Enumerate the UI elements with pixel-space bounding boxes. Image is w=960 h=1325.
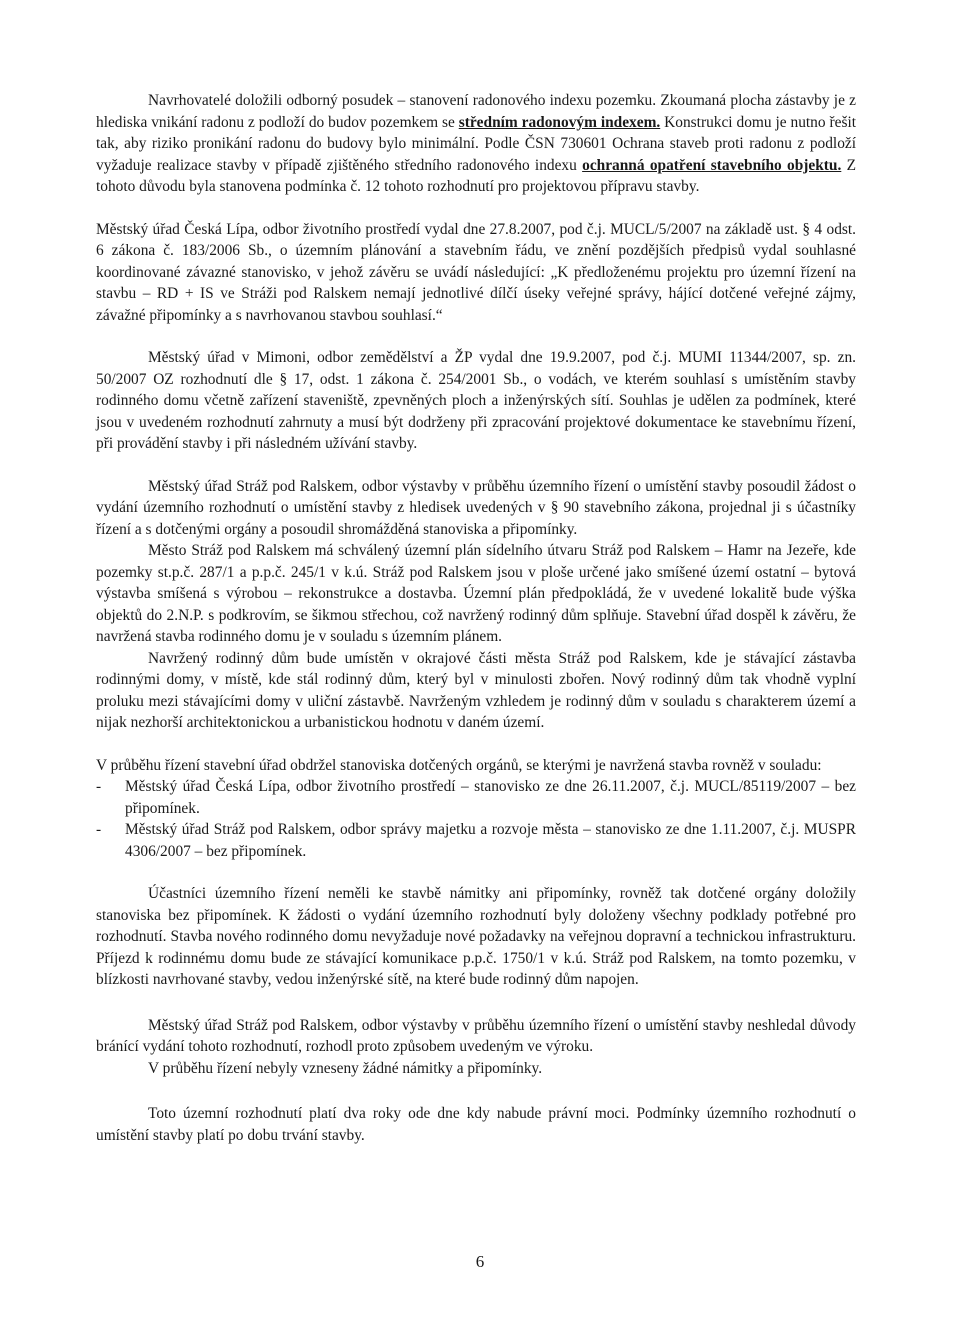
- paragraph-radon-index: [96, 90, 856, 198]
- list-item: [96, 819, 856, 862]
- radon-underlined-measures: ochranná opatření stavebního objektu.: [582, 156, 842, 174]
- radon-text-c: Z tohoto důvodu byla stanovena podmínka č. 12 tohoto rozhodnutí pro projektovou přípravu stavby.: [96, 156, 857, 195]
- list-item: [96, 776, 856, 819]
- paragraph-authority-opinions: V průběhu řízení stavební úřad obdržel stanoviska dotčených orgánů, se kterými je navržená stavba rovněž v souladu:: [96, 756, 822, 774]
- paragraph-participants: Účastníci územního řízení neměli ke stavbě námitky ani připomínky, rovněž tak dotčené orgány doložily stanoviska bez připomínek. K žádosti o vydání územního rozhodnutí byly doloženy všechny podklady potřebné pro rozhodnutí. Stavba nového rodinného domu nevyžaduje nové požadavky na veřejnou dopravní a technickou infrastrukturu. Příjezd k rodinnému domu bude ze stávající komunikace p.p.č. 1750/1 v k.ú. Stráž pod Ralskem, na tomto pozemku, v blízkosti navrhované stavby, vedou inženýrské sítě, na které bude rodinný dům napojen.: [96, 885, 856, 988]
- paragraph-mimon-decision: Městský úřad v Mimoni, odbor zemědělství a ŽP vydal dne 19.9.2007, pod č.j. MUMI 11344/2007, sp. zn. 50/2007 OZ rozhodnutí dle § 17, odst. 1 zákona č. 254/2001 Sb., o vodách, ve kterém souhlasí s umístěním stavby rodinného domu včetně zařízení staveniště, zpevněných ploch a inženýrských sítí. Souhlas je udělen za podmínek, které jsou v uvedeném rozhodnutí zahrnuty a musí být dodrženy při zpracování projektové dokumentace ke stavebnímu řízení, při provádění stavby i při následném užívání stavby.: [96, 349, 856, 452]
- list-item-text: Městský úřad Stráž pod Ralskem, odbor správy majetku a rozvoje města – stanovisko ze dne 1.11.2007, č.j. MUSPR 4306/2007 – bez připomínek.: [125, 821, 856, 860]
- authority-opinions-list: [96, 776, 856, 862]
- page-number: 6: [475, 1252, 485, 1271]
- radon-text-a: Navrhovatelé doložili odborný posudek – stanovení radonového indexu pozemku. Zkoumaná plocha zástavby je z hlediska vnikání radonu z podloží do budov pozemkem se: [96, 92, 856, 131]
- paragraph-no-obstacles: Městský úřad Stráž pod Ralskem, odbor výstavby v průběhu územního řízení o umístění stavby neshledal důvody bránící vydání tohoto rozhodnutí, rozhodl proto způsobem uvedeným ve výroku.: [96, 1016, 856, 1055]
- paragraph-building-office-review: Městský úřad Stráž pod Ralskem, odbor výstavby v průběhu územního řízení o umístění stavby posoudil žádost o vydání územního rozhodnutí o umístění stavby z hledisek uvedených v § 90 stavebního zákona, projednal ji s účastníky řízení a s dotčenými orgány a posoudil shromážděná stanoviska a připomínky.: [96, 477, 856, 538]
- radon-text-b: Konstrukci domu je nutno řešit tak, aby riziko pronikání radonu do budovy bylo minimální. Podle ČSN 730601 Ochrana staveb proti radonu z podloží vyžaduje realizace stavby v případě zjištěného středního radonového indexu: [96, 113, 856, 174]
- radon-underlined-index: středním radonovým indexem.: [458, 113, 661, 131]
- paragraph-zoning-plan: Město Stráž pod Ralskem má schválený územní plán sídelního útvaru Stráž pod Ralskem – Hamr na Jezeře, kde pozemky st.p.č. 287/1 a p.p.č. 245/1 v k.ú. Stráž pod Ralskem jsou v ploše určené jako smíšené území ostatní – bytová výstavba smíšená s výrobou – rekonstrukce a dostavba. Územní plán předpokládá, že v uvedené lokalitě bude výška objektů do 2.N.P. s podkrovím, se šikmou střechou, což navržený rodinný dům splňuje. Stavební úřad dospěl k závěru, že navržená stavba rodinného domu je v souladu s územním plánem.: [96, 542, 856, 645]
- list-dash: -: [96, 778, 102, 795]
- paragraph-house-placement: Navržený rodinný dům bude umístěn v okrajové části města Stráž pod Ralskem, kde je stávající zástavba rodinnými domy, v místě, kde stál rodinný dům, který byl v minulosti zbořen. Nový rodinný dům tak vhodně vyplní proluku mezi stávajícími domy v uliční zástavbě. Navrženým vzhledem je rodinný dům v souladu s charakterem území a nijak nezhorší architektonickou a urbanistickou hodnotu v daném území.: [96, 649, 856, 731]
- paragraph-validity: Toto územní rozhodnutí platí dva roky ode dne kdy nabude právní moci. Podmínky územního rozhodnutí o umístění stavby platí po dobu trvání stavby.: [96, 1105, 856, 1144]
- list-dash: -: [96, 821, 102, 838]
- paragraph-no-objections: V průběhu řízení nebyly vzneseny žádné námitky a připomínky.: [148, 1059, 543, 1077]
- list-item-text: Městský úřad Česká Lípa, odbor životního prostředí – stanovisko ze dne 26.11.2007, č.j. MUCL/85119/2007 – bez připomínek.: [125, 778, 856, 817]
- paragraph-ceska-lipa-opinion: Městský úřad Česká Lípa, odbor životního prostředí vydal dne 27.8.2007, pod č.j. MUCL/5/2007 na základě ust. § 4 odst. 6 zákona č. 183/2006 Sb., o územním plánování a stavebním řádu, ve znění pozdějších předpisů vydal souhlasné koordinované závazné stanovisko, v jehož závěru se uvádí následující: „K předloženému projektu pro územní řízení na stavbu – RD + IS ve Stráži pod Ralskem nemají jednotlivé dílčí úseky veřejné správy, hájící dotčené veřejné zájmy, závažné připomínky a s navrhovanou stavbou souhlasí.“: [96, 220, 856, 324]
